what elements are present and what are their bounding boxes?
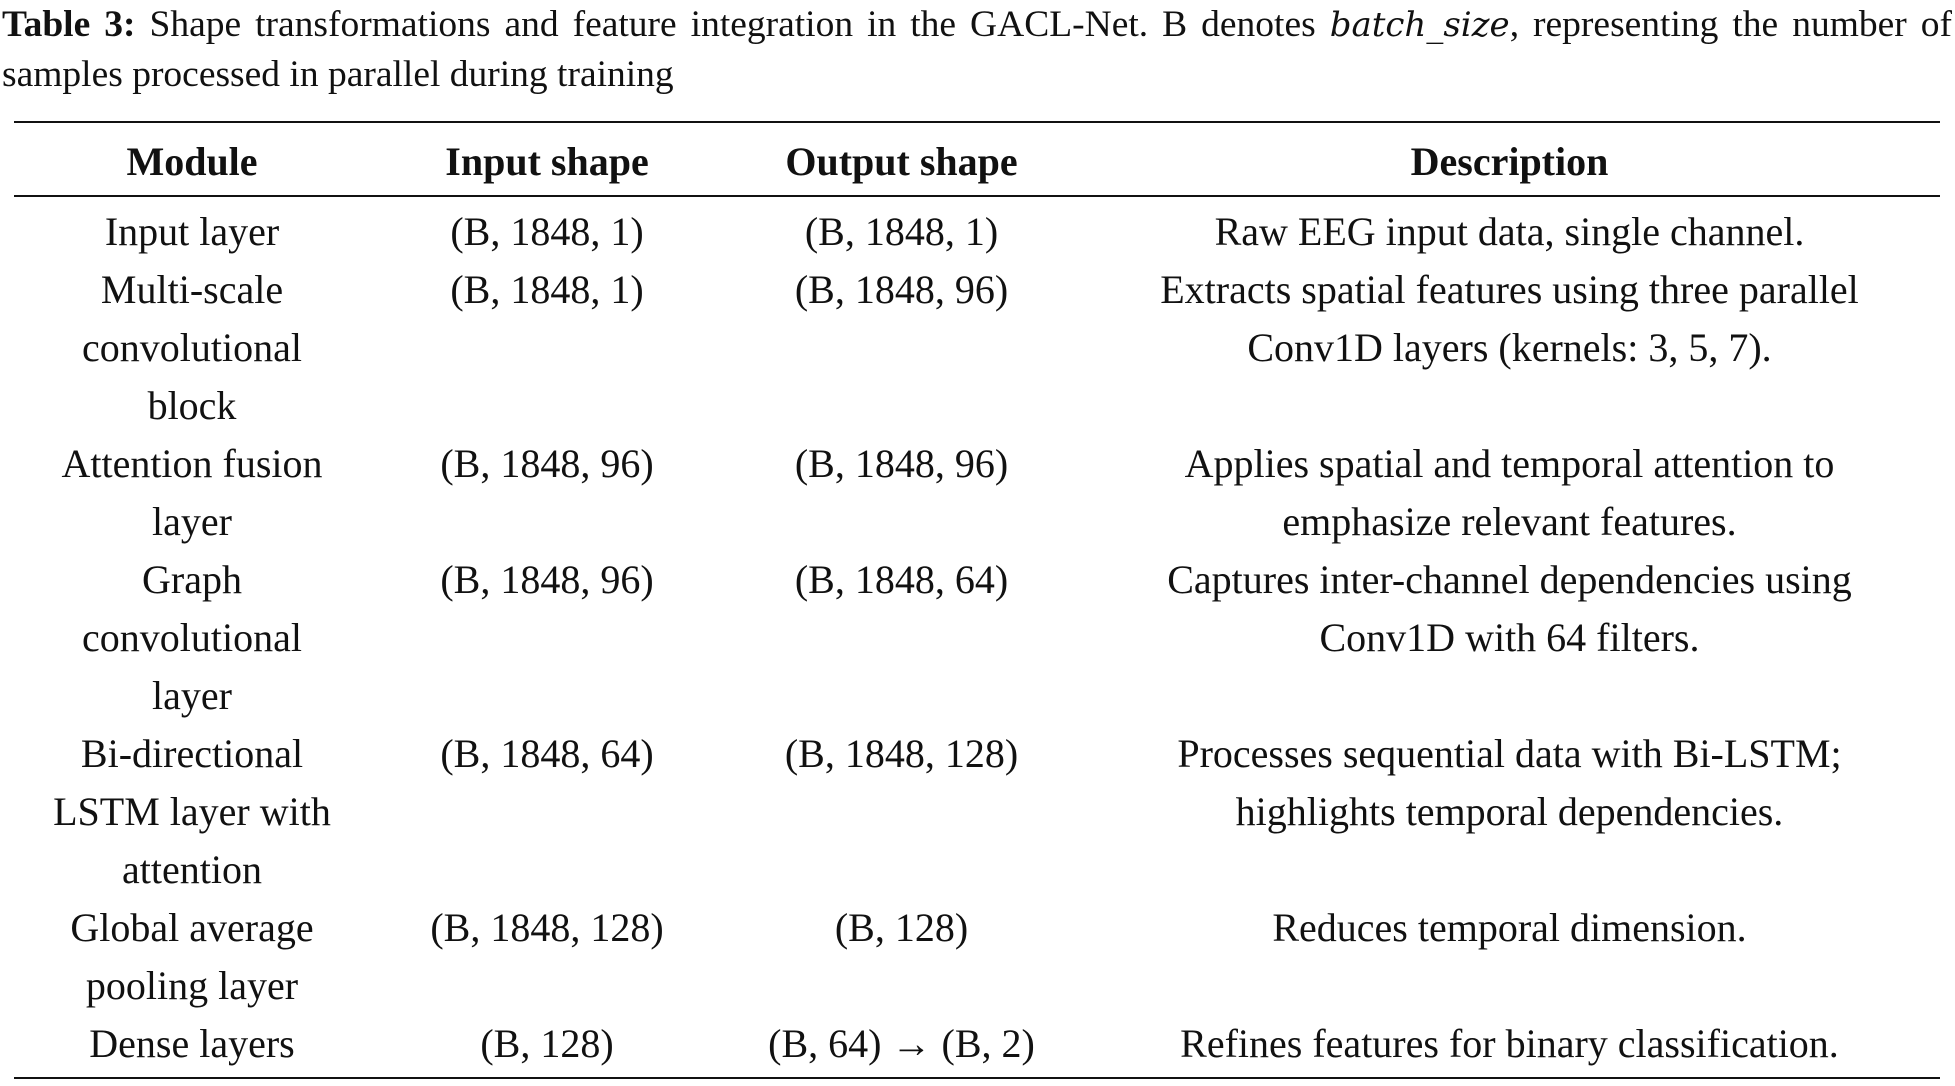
cell-output-shape: (B, 128)	[834, 905, 969, 950]
cell-description-line: Conv1D layers (kernels: 3, 5, 7).	[1247, 325, 1772, 370]
cell-module-line: Bi-directional	[80, 731, 304, 776]
cell-module	[14, 196, 370, 261]
header-description: Description	[1410, 139, 1609, 184]
table-row	[14, 435, 1940, 551]
cell-input-shape: (B, 1848, 128)	[430, 905, 664, 950]
cell-description-line: Raw EEG input data, single channel.	[1214, 209, 1805, 254]
header-row	[14, 122, 1940, 196]
cell-description-line: highlights temporal dependencies.	[1235, 789, 1784, 834]
caption-text-before: Shape transformations and feature integration in the GACL-Net. B denotes	[135, 4, 1330, 45]
cell-description	[1079, 261, 1940, 435]
cell-module-line: convolutional	[82, 615, 302, 660]
cell-module-line: Attention fusion	[61, 441, 323, 486]
cell-description-line: Refines features for binary classification.	[1180, 1021, 1839, 1066]
cell-module	[14, 435, 370, 551]
cell-module	[14, 261, 370, 435]
shape-table	[14, 121, 1940, 1079]
cell-description	[1079, 551, 1940, 725]
cell-module	[14, 1015, 370, 1078]
cell-input-shape: (B, 1848, 96)	[440, 441, 654, 486]
cell-description-line: Processes sequential data with Bi-LSTM;	[1177, 731, 1842, 776]
cell-module	[14, 551, 370, 725]
cell-module-line: convolutional	[82, 325, 302, 370]
cell-description-line: Reduces temporal dimension.	[1272, 905, 1747, 950]
cell-input-shape: (B, 1848, 96)	[440, 557, 654, 602]
table-row	[14, 899, 1940, 1015]
cell-description-line: Captures inter-channel dependencies using	[1167, 557, 1852, 602]
cell-module-line: Multi-scale	[100, 267, 284, 312]
cell-module	[14, 725, 370, 899]
shape-table-container	[14, 121, 1940, 1079]
cell-description	[1079, 725, 1940, 899]
cell-description-line: Extracts spatial features using three parallel	[1160, 267, 1859, 312]
table-row	[14, 551, 1940, 725]
cell-description	[1079, 435, 1940, 551]
cell-description	[1079, 899, 1940, 1015]
table-caption	[2, 0, 1952, 100]
table-header	[14, 122, 1940, 196]
cell-module-line: Input layer	[104, 209, 280, 254]
table-row	[14, 1015, 1940, 1078]
table-row	[14, 725, 1940, 899]
cell-input-shape: (B, 1848, 1)	[450, 209, 644, 254]
cell-input-shape: (B, 1848, 64)	[440, 731, 654, 776]
cell-module-line: Global average	[70, 905, 314, 950]
cell-module-line: LSTM layer with	[53, 789, 331, 834]
caption-label: Table 3:	[2, 4, 136, 45]
cell-description-line: Conv1D with 64 filters.	[1319, 615, 1700, 660]
cell-input-shape: (B, 128)	[480, 1021, 614, 1066]
cell-module-line: Dense layers	[89, 1021, 295, 1066]
cell-module-line: attention	[122, 847, 262, 892]
table-row	[14, 261, 1940, 435]
header-module: Module	[126, 139, 258, 184]
cell-description-line: emphasize relevant features.	[1282, 499, 1737, 544]
cell-description-line: Applies spatial and temporal attention to	[1184, 441, 1835, 486]
table-body	[14, 196, 1940, 1078]
caption-term: batch_size	[1329, 5, 1510, 45]
cell-output-shape: (B, 1848, 96)	[794, 441, 1009, 486]
cell-description	[1079, 196, 1940, 261]
cell-output-shape: (B, 1848, 1)	[804, 209, 999, 254]
cell-output-shape: (B, 1848, 96)	[794, 267, 1009, 312]
cell-module-line: layer	[152, 499, 232, 544]
cell-module	[14, 899, 370, 1015]
table-row	[14, 196, 1940, 261]
cell-module-line: pooling layer	[85, 963, 299, 1008]
cell-module-line: block	[147, 383, 237, 428]
header-output-shape: Output shape	[785, 139, 1018, 184]
cell-input-shape: (B, 1848, 1)	[450, 267, 644, 312]
cell-output-shape: (B, 64) → (B, 2)	[768, 1021, 1035, 1066]
cell-description	[1079, 1015, 1940, 1078]
cell-output-shape: (B, 1848, 64)	[794, 557, 1009, 602]
cell-module-line: layer	[152, 673, 232, 718]
cell-module-line: Graph	[142, 557, 242, 602]
cell-output-shape: (B, 1848, 128)	[784, 731, 1019, 776]
caption-text-after: , representing the number of samples processed in parallel during training	[2, 4, 1952, 95]
header-input-shape: Input shape	[445, 139, 649, 184]
